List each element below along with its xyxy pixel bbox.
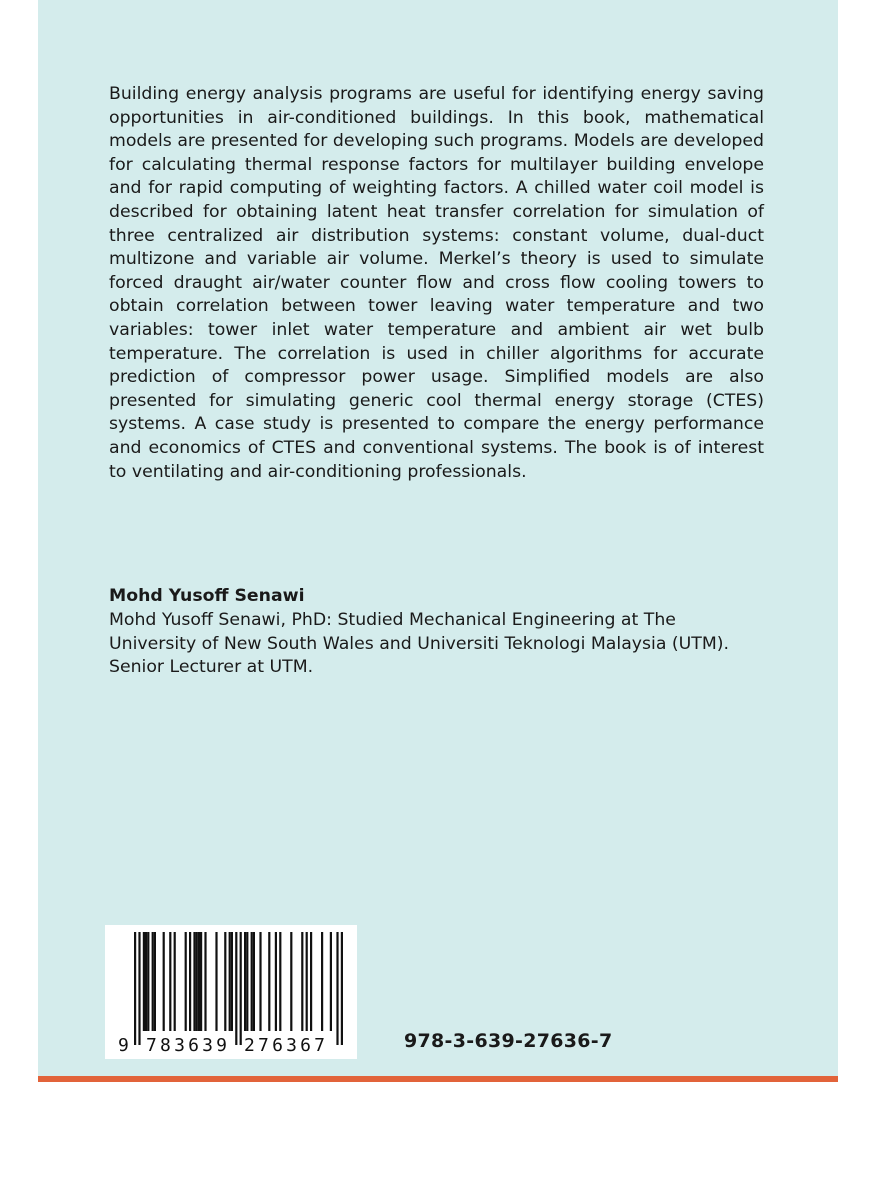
barcode-bar <box>154 932 156 1031</box>
barcode-left-digits: 783639 <box>146 1035 231 1056</box>
barcode-bar <box>152 932 154 1031</box>
barcode-bar <box>330 932 332 1031</box>
barcode-graphic <box>105 925 357 1059</box>
barcode-bar <box>229 932 231 1031</box>
barcode-bar <box>279 932 281 1031</box>
barcode-bar <box>145 932 147 1031</box>
barcode-bar <box>193 932 195 1031</box>
barcode-bar <box>224 932 226 1031</box>
barcode-bar <box>163 932 165 1031</box>
barcode-bar <box>147 932 149 1031</box>
barcode-guard-bar <box>240 932 242 1045</box>
barcode-guard-bar <box>134 932 136 1045</box>
barcode-bar <box>198 932 200 1031</box>
book-blurb: Building energy analysis programs are useful for identifying energy saving opportunities in air-conditioned buildings. In this book, mathematical models are presented for developing such programs. Models are developed for calculating thermal response factors for multilayer building envelope and for rapid computing of weighting factors. A chilled water coil model is described for obtaining latent heat transfer correlation for simulation of three centralized air distribution systems: constant volume, dual-duct multizone and variable air volume. Merkel’s theory is used to simulate forced draught air/water counter flow and cross flow cooling towers to obtain correlation between tower leaving water temperature and two variables: tower inlet water temperature and ambient air wet bulb temperature. The correlation is used in chiller algorithms for accurate prediction of compressor power usage. Simplified models are also presented for simulating generic cool thermal energy storage (CTES) systems. A case study is presented to compare the energy performance and economics of CTES and conventional systems. The book is of interest to ventilating and air-conditioning professionals. <box>109 84 764 482</box>
barcode-bar <box>306 932 308 1031</box>
barcode-guard-bar <box>235 932 237 1045</box>
barcode-bar <box>268 932 270 1031</box>
barcode-bar <box>251 932 253 1031</box>
barcode-bar <box>275 932 277 1031</box>
barcode-guard-bar <box>138 932 140 1045</box>
barcode-bar <box>143 932 145 1031</box>
barcode-bar <box>310 932 312 1031</box>
barcode-bar <box>169 932 171 1031</box>
barcode <box>105 925 357 1059</box>
isbn-number: 978-3-639-27636-7 <box>404 1030 613 1052</box>
barcode-bar <box>259 932 261 1031</box>
barcode-bar <box>244 932 246 1031</box>
barcode-right-digits: 276367 <box>244 1035 329 1056</box>
barcode-guard-bar <box>336 932 338 1045</box>
barcode-bar <box>290 932 292 1031</box>
barcode-bar <box>321 932 323 1031</box>
author-name: Mohd Yusoff Senawi <box>109 586 305 606</box>
barcode-bar <box>253 932 255 1031</box>
barcode-bar <box>246 932 248 1031</box>
barcode-bar <box>200 932 202 1031</box>
author-bio: Mohd Yusoff Senawi, PhD: Studied Mechanical Engineering at The University of New South Wales and Universiti Teknologi Malaysia (UTM). Senior Lecturer at UTM. <box>109 610 729 678</box>
barcode-bar <box>196 932 198 1031</box>
barcode-guard-bar <box>341 932 343 1045</box>
barcode-bar <box>215 932 217 1031</box>
barcode-bar <box>185 932 187 1031</box>
barcode-bar <box>231 932 233 1031</box>
barcode-bar <box>174 932 176 1031</box>
barcode-bar <box>189 932 191 1031</box>
barcode-bar <box>204 932 206 1031</box>
barcode-first-digit: 9 <box>118 1035 129 1056</box>
accent-rule <box>38 1076 838 1082</box>
barcode-bar <box>301 932 303 1031</box>
